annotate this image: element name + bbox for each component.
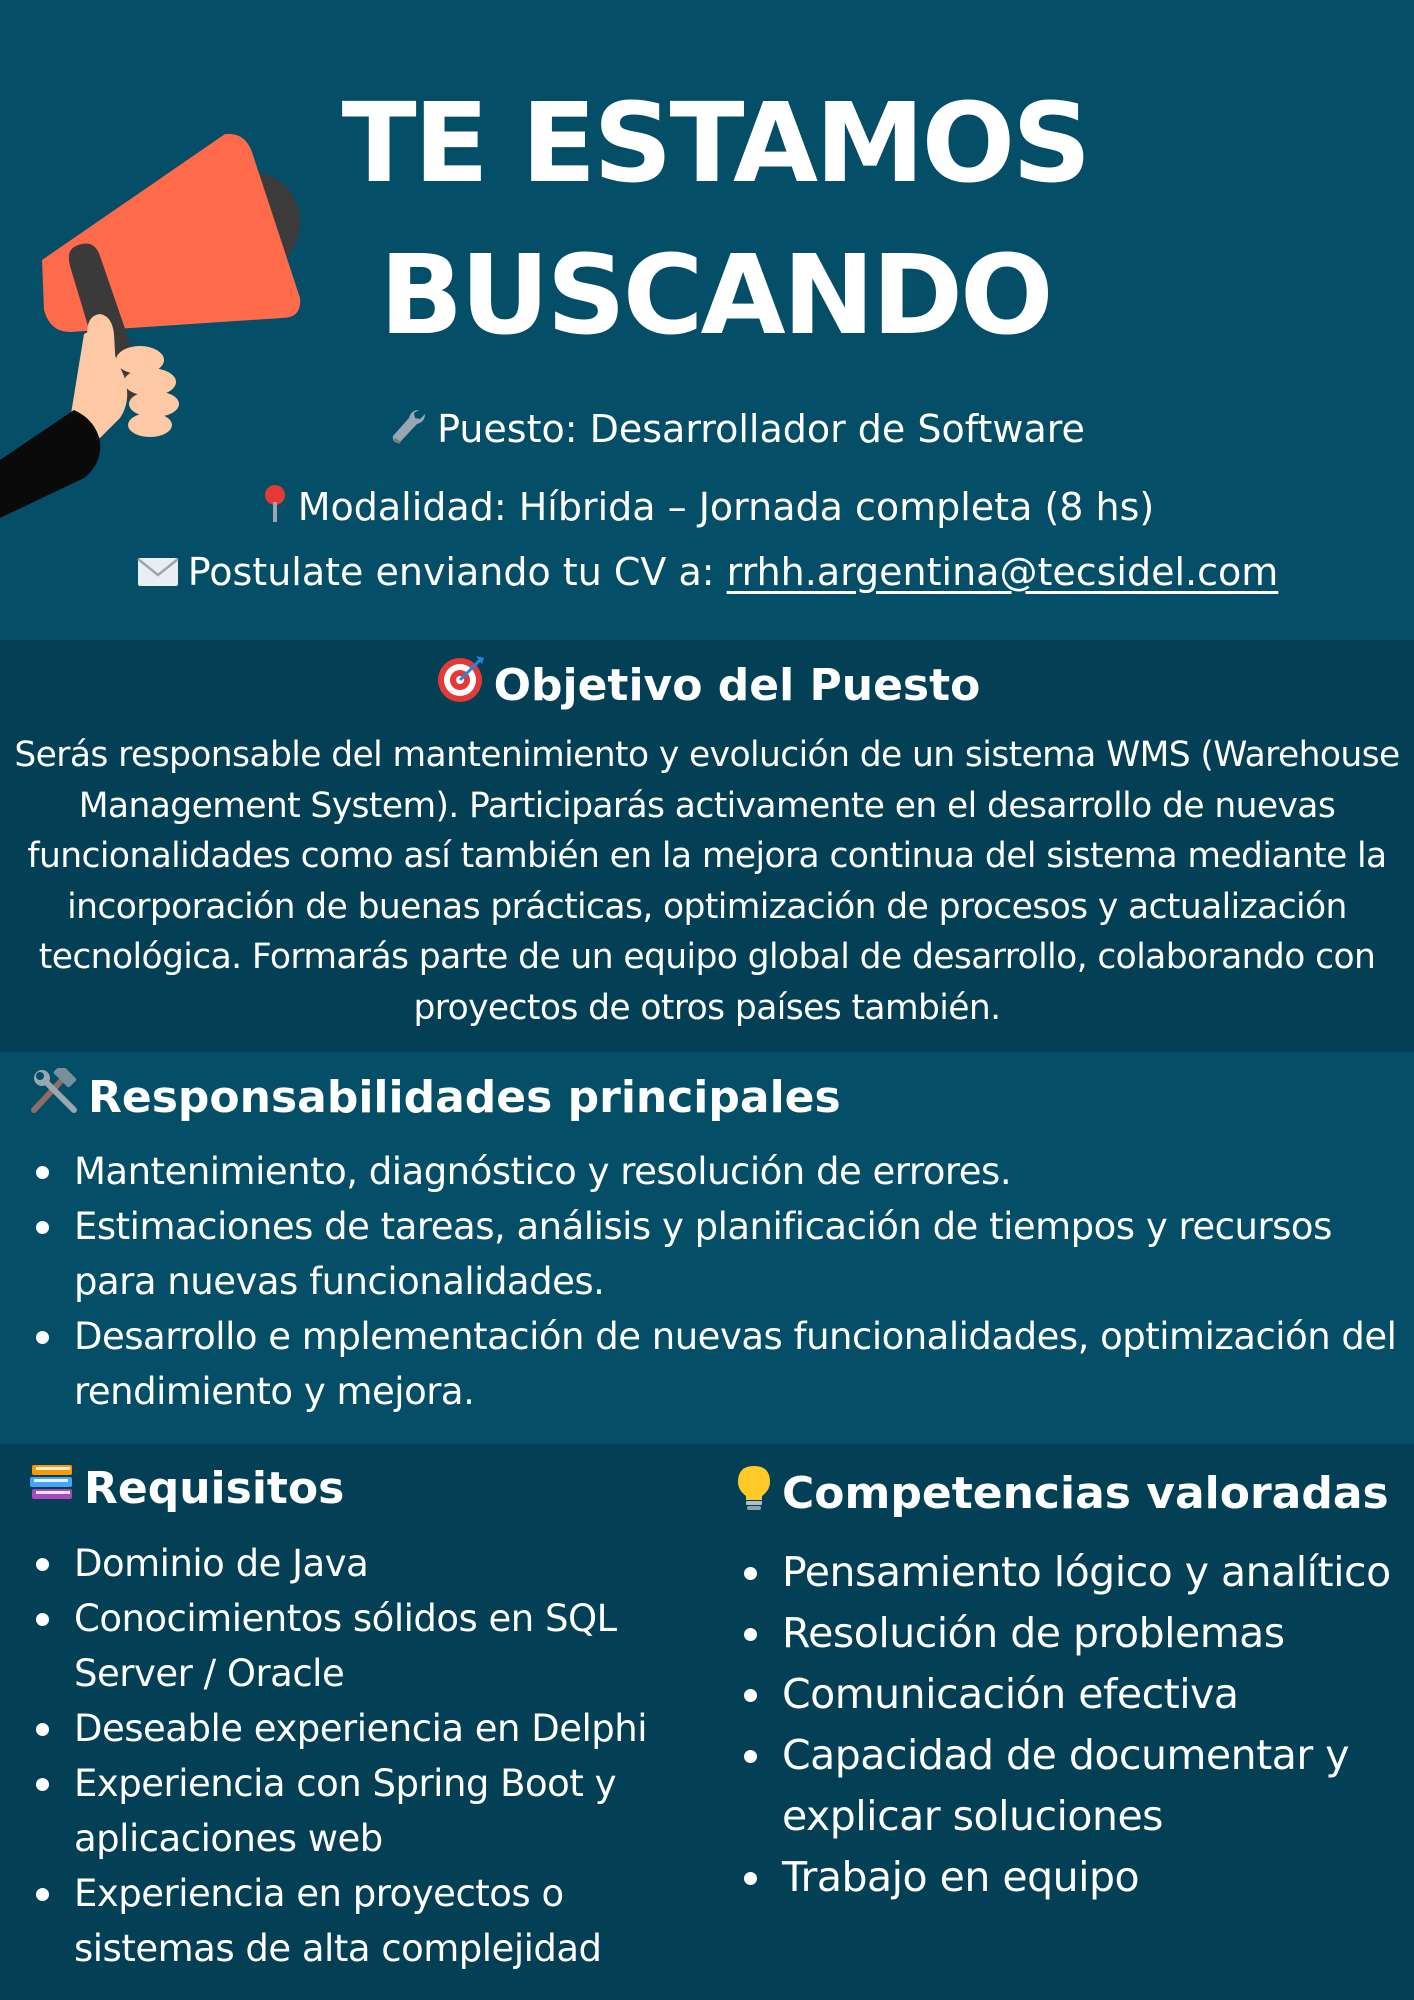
- megaphone-icon: [0, 120, 310, 520]
- puesto-text: Puesto: Desarrollador de Software: [437, 407, 1085, 451]
- competencias-heading: [734, 1464, 1389, 1522]
- objetivo-heading: [0, 652, 1414, 714]
- responsabilidades-list: [28, 1144, 1398, 1419]
- list-item: Comunicación efectiva: [736, 1664, 1406, 1725]
- title-line-1: TE ESTAMOS: [341, 79, 1089, 207]
- list-item: Experiencia en proyectos o sistemas de alta complejidad: [28, 1866, 688, 1976]
- wrench-icon: [389, 406, 429, 446]
- location-pin-icon: [260, 484, 290, 524]
- list-item: Conocimientos sólidos en SQL Server / Oracle: [28, 1591, 688, 1701]
- target-icon: [434, 652, 486, 704]
- email-link[interactable]: rrhh.argentina@tecsidel.com: [726, 550, 1279, 594]
- hammer-wrench-icon: [28, 1068, 80, 1116]
- puesto-line: [0, 406, 1414, 453]
- competencias-title: Competencias valoradas: [782, 1468, 1389, 1519]
- list-item: Estimaciones de tareas, análisis y planificación de tiempos y recursos para nuevas funcionalidades.: [28, 1199, 1398, 1309]
- objetivo-section: [0, 642, 1414, 1052]
- list-item: Pensamiento lógico y analítico: [736, 1542, 1406, 1603]
- modalidad-line: [0, 484, 1414, 531]
- responsabilidades-title: Responsabilidades principales: [88, 1072, 841, 1123]
- list-item: Mantenimiento, diagnóstico y resolución de errores.: [28, 1144, 1398, 1199]
- list-item: Experiencia con Spring Boot y aplicaciones web: [28, 1756, 688, 1866]
- requisitos-title: Requisitos: [84, 1463, 345, 1514]
- responsabilidades-section: [0, 1052, 1414, 1444]
- envelope-icon: [136, 555, 180, 589]
- requisitos-list: [28, 1536, 688, 1976]
- objetivo-description: Serás responsable del mantenimiento y evolución de un sistema WMS (Warehouse Management System). Participarás activamente en el desarrollo de nuevas funcionalidades como así también en la mejora continua del sistema mediante la incorporación de buenas prácticas, optimización de procesos y actualización tecnológica. Formarás parte de un equipo global de desarrollo, colaborando con proyectos de otros países también.: [14, 735, 1400, 1028]
- competencias-list: [736, 1542, 1406, 1908]
- postulate-line: [0, 550, 1414, 596]
- postulate-text: Postulate enviando tu CV a:: [187, 550, 727, 594]
- list-item: Dominio de Java: [28, 1536, 688, 1591]
- list-item: Deseable experiencia en Delphi: [28, 1701, 688, 1756]
- bottom-section: [0, 1444, 1414, 2000]
- light-bulb-icon: [734, 1464, 774, 1512]
- list-item: Capacidad de documentar y explicar soluciones: [736, 1725, 1406, 1847]
- requisitos-heading: [28, 1460, 344, 1517]
- responsabilidades-heading: [28, 1068, 841, 1126]
- list-item: Resolución de problemas: [736, 1603, 1406, 1664]
- list-item: Desarrollo e mplementación de nuevas funcionalidades, optimización del rendimiento y mejora.: [28, 1309, 1398, 1419]
- books-icon: [28, 1461, 76, 1507]
- modalidad-text: Modalidad: Híbrida – Jornada completa (8 hs): [297, 485, 1155, 529]
- title-line-2: BUSCANDO: [379, 231, 1051, 359]
- header-section: [0, 0, 1414, 640]
- list-item: Trabajo en equipo: [736, 1847, 1406, 1908]
- objetivo-title: Objetivo del Puesto: [493, 660, 981, 711]
